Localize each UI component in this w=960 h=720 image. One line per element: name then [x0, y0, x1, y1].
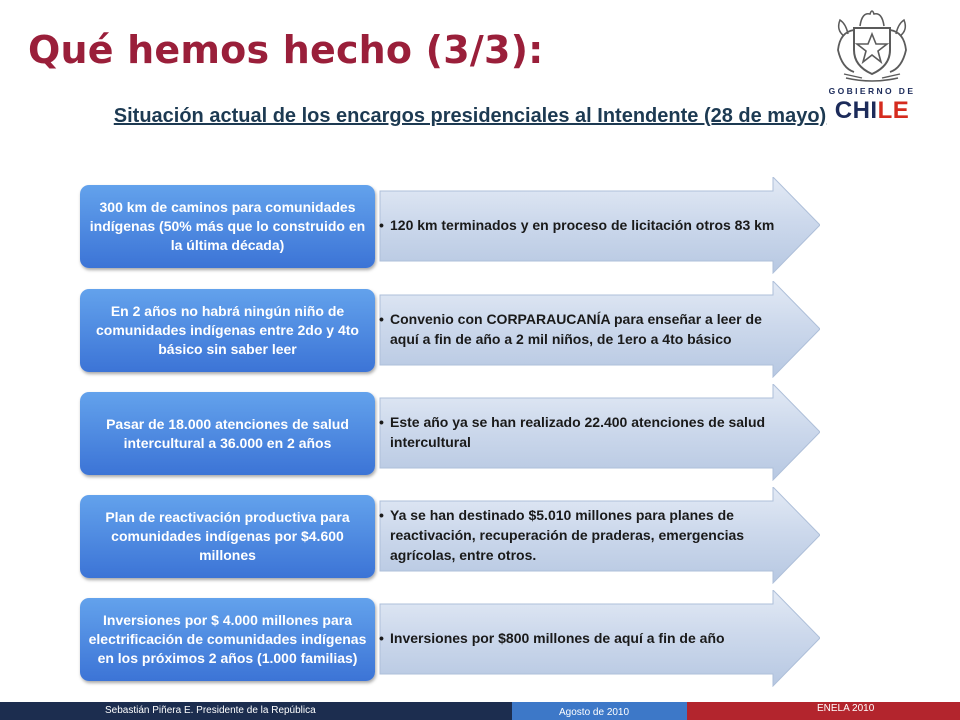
- status-detail: [380, 286, 780, 372]
- goal-text: En 2 años no habrá ningún niño de comunidades indígenas entre 2do y 4to básico sin saber leer: [96, 303, 359, 357]
- commitment-item-4: [80, 487, 820, 584]
- status-detail: [380, 182, 780, 268]
- goal-text: Plan de reactivación productiva para comunidades indígenas por $4.600 millones: [105, 509, 350, 563]
- goal-text: 300 km de caminos para comunidades indígenas (50% más que lo construido en la última década): [89, 199, 366, 253]
- status-detail: [380, 389, 780, 475]
- goal-box: [80, 598, 375, 681]
- status-text: • Este año ya se han realizado 22.400 atenciones de salud intercultural: [380, 412, 780, 452]
- footer-date: Agosto de 2010: [559, 707, 630, 718]
- goal-text: Inversiones por $ 4.000 millones para electrificación de comunidades indígenas en los próximos 2 años (1.000 familias): [88, 612, 367, 666]
- footer-right-segment: [687, 702, 960, 720]
- commitment-item-1: [80, 177, 820, 274]
- goal-box: [80, 289, 375, 372]
- status-text: • Ya se han destinado $5.010 millones para planes de reactivación, recuperación de praderas, emergencias agrícolas, entre otros.: [380, 505, 780, 565]
- goal-box: [80, 185, 375, 268]
- footer-event: ENELA 2010: [817, 703, 875, 714]
- logo-chile-red: LE: [877, 97, 910, 124]
- status-text: • Convenio con CORPARAUCANÍA para enseñar a leer de aquí a fin de año a 2 mil niños, de 1ero a 4to básico: [380, 309, 780, 349]
- commitment-item-2: [80, 281, 820, 378]
- goal-text: Pasar de 18.000 atenciones de salud intercultural a 36.000 en 2 años: [106, 415, 349, 451]
- commitment-item-5: [80, 590, 820, 687]
- footer-author: Sebastián Piñera E. Presidente de la República: [105, 705, 316, 716]
- commitment-item-3: [80, 384, 820, 481]
- page-title: Qué hemos hecho (3/3):: [28, 28, 544, 72]
- status-detail: [380, 595, 780, 681]
- footer-center-segment: [512, 702, 687, 720]
- slide-subtitle: Situación actual de los encargos presidenciales al Intendente (28 de mayo): [113, 105, 827, 127]
- status-detail: [380, 492, 780, 578]
- goal-box: [80, 392, 375, 475]
- coat-of-arms-icon: [832, 6, 912, 86]
- footer-bar: [0, 702, 960, 720]
- footer-left-segment: [0, 702, 512, 720]
- goal-box: [80, 495, 375, 578]
- logo-text-gobierno: GOBIERNO DE: [828, 86, 916, 96]
- status-text: • Inversiones por $800 millones de aquí a fin de año: [380, 628, 725, 648]
- logo-chile-blue: CHI: [834, 97, 878, 124]
- status-text: • 120 km terminados y en proceso de licitación otros 83 km: [380, 215, 774, 235]
